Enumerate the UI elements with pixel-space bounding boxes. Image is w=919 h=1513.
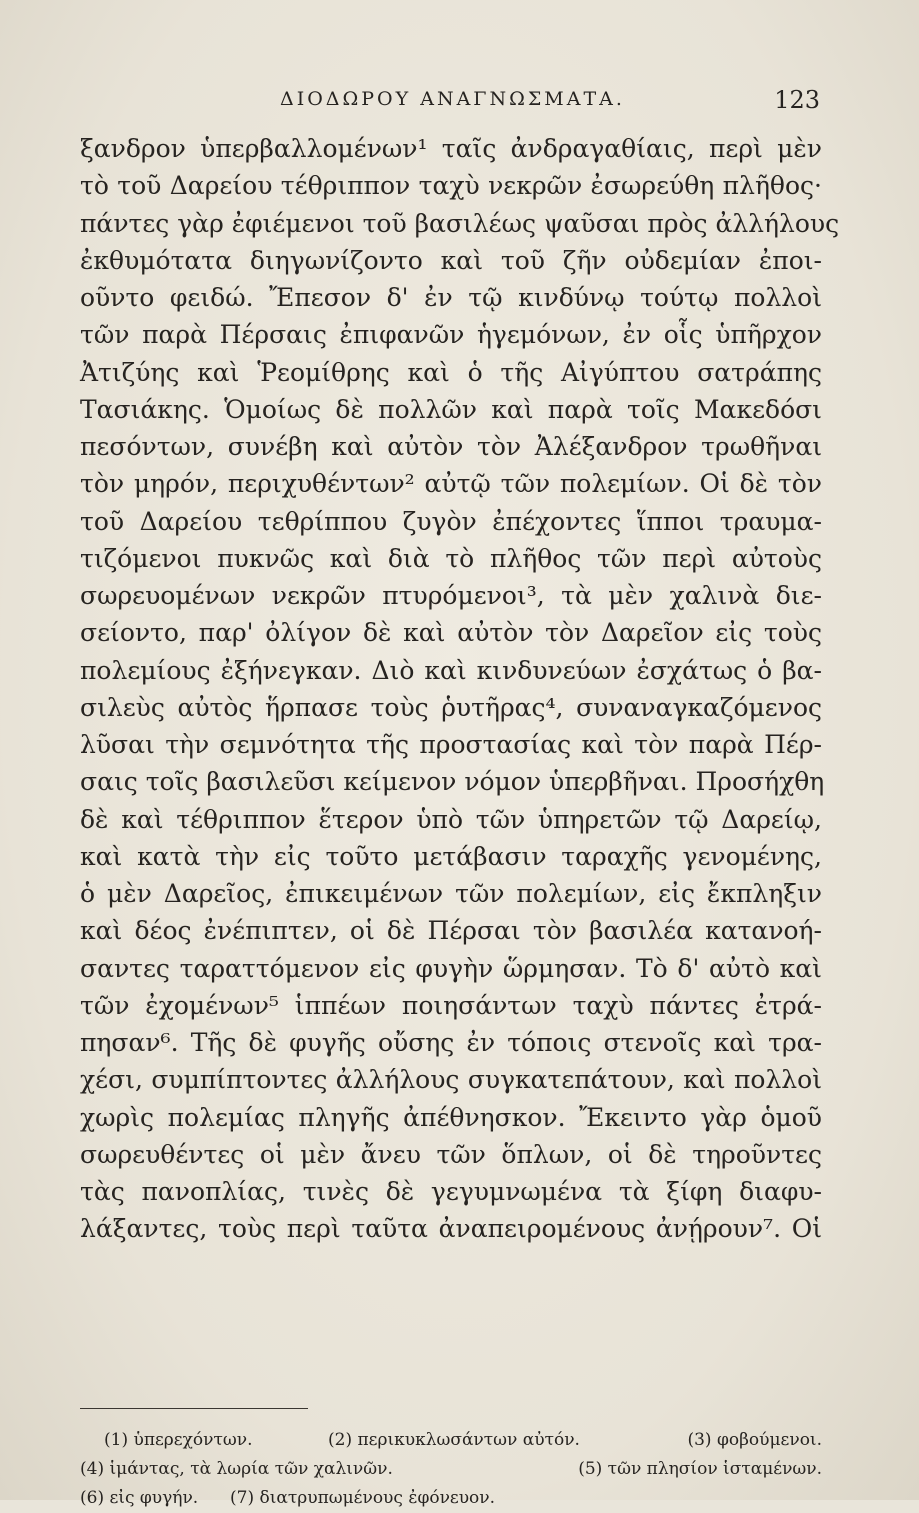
text-line: τιζόμενοι πυκνῶς καὶ διὰ τὸ πλῆθος τῶν περὶ αὐτοὺς [80, 543, 822, 573]
footnote-line [80, 1484, 822, 1513]
text-line: πησαν⁶. Τῆς δὲ φυγῆς οὔσης ἐν τόποις στενοῖς καὶ τρα- [80, 1028, 822, 1057]
running-title: ΔΙΟΔΩΡΟΥ ΑΝΑΓΝΩΣΜΑΤΑ. [280, 88, 625, 110]
text-line: Τασιάκης. Ὁμοίως δὲ πολλῶν καὶ παρὰ τοῖς Μακεδόσι [80, 394, 822, 424]
text-line: τὰς πανοπλίας, τινὲς δὲ γεγυμνωμένα τὰ ξίφη διαφυ- [80, 1177, 822, 1206]
footnote-rule [80, 1408, 308, 1409]
text-line: σωρευομένων νεκρῶν πτυρόμενοι³, τὰ μὲν χαλινὰ διε- [80, 581, 822, 610]
text-line: πάντες γὰρ ἐφιέμενοι τοῦ βασιλέως ψαῦσαι πρὸς ἀλλήλους [80, 208, 840, 238]
text-line: τὸν μηρόν, περιχυθέντων² αὐτῷ τῶν πολεμίων. Οἱ δὲ τὸν [80, 469, 822, 499]
text-line: σείοντο, παρ' ὀλίγον δὲ καὶ αὐτὸν τὸν Δαρεῖον εἰς τοὺς [80, 618, 822, 648]
text-line: σαντες ταραττόμενον εἰς φυγὴν ὥρμησαν. Τὸ δ' αὐτὸ καὶ [80, 953, 822, 983]
text-line: σιλεὺς αὐτὸς ἥρπασε τοὺς ῥυτῆρας⁴, συναναγκαζόμενος [80, 692, 822, 722]
text-line: πεσόντων, συνέβη καὶ αὐτὸν τὸν Ἀλέξανδρον τρωθῆναι [80, 432, 822, 461]
footnote-line [80, 1455, 822, 1484]
text-line: τῶν παρὰ Πέρσαις ἐπιφανῶν ἡγεμόνων, ἐν οἷς ὑπῆρχον [80, 320, 822, 350]
footnote-1: (1) ὑπερεχόντων. [104, 1430, 253, 1450]
text-line: λῦσαι τὴν σεμνότητα τῆς προστασίας καὶ τὸν παρὰ Πέρ- [80, 730, 822, 759]
footnote-6: (6) εἰς φυγήν. [80, 1488, 199, 1508]
text-line: σωρευθέντες οἱ μὲν ἄνευ τῶν ὅπλων, οἱ δὲ τηροῦντες [80, 1139, 822, 1169]
footnote-5: (5) τῶν πλησίον ἱσταμένων. [578, 1459, 822, 1479]
text-line: οῦντο φειδώ. Ἔπεσον δ' ἐν τῷ κινδύνῳ τούτῳ πολλοὶ [80, 283, 822, 312]
text-line: καὶ κατὰ τὴν εἰς τοῦτο μετάβασιν ταραχῆς γενομένης, [80, 841, 822, 871]
text-line: χωρὶς πολεμίας πληγῆς ἀπέθνησκον. Ἔκειντο γὰρ ὁμοῦ [80, 1102, 822, 1132]
text-line: καὶ δέος ἐνέπιπτεν, οἱ δὲ Πέρσαι τὸν βασιλέα κατανοή- [80, 916, 822, 946]
text-line: Ἀτιζύης καὶ Ῥεομίθρης καὶ ὁ τῆς Αἰγύπτου σατράπης [80, 357, 822, 387]
page-number: 123 [774, 86, 820, 114]
footnote-4: (4) ἱμάντας, τὰ λωρία τῶν χαλινῶν. [80, 1459, 393, 1479]
footnote-2: (2) περικυκλωσάντων αὐτόν. [328, 1430, 580, 1450]
footnote-7: (7) διατρυπωμένους ἐφόνευον. [230, 1488, 496, 1508]
text-line: τὸ τοῦ Δαρείου τέθριππον ταχὺ νεκρῶν ἐσωρεύθη πλῆθος· [80, 171, 822, 201]
text-line: δὲ καὶ τέθριππον ἕτερον ὑπὸ τῶν ὑπηρετῶν τῷ Δαρείῳ, [80, 804, 822, 834]
footnote-3: (3) φοβούμενοι. [687, 1430, 822, 1450]
text-line: ὁ μὲν Δαρεῖος, ἐπικειμένων τῶν πολεμίων, εἰς ἔκπληξιν [80, 879, 822, 908]
footnote-line [80, 1426, 822, 1455]
running-header [80, 88, 820, 118]
main-text [80, 130, 840, 1248]
text-line: σαις τοῖς βασιλεῦσι κείμενον νόμον ὑπερβῆναι. Προσήχθη [80, 767, 825, 797]
text-line: πολεμίους ἐξήνεγκαν. Διὸ καὶ κινδυνεύων ἐσχάτως ὁ βα- [80, 655, 822, 685]
text-line: χέσι, συμπίπτοντες ἀλλήλους συγκατεπάτουν, καὶ πολλοὶ [80, 1065, 822, 1095]
text-line: ξανδρον ὑπερβαλλομένων¹ ταῖς ἀνδραγαθίαις, περὶ μὲν [80, 134, 822, 163]
text-line: τῶν ἐχομένων⁵ ἱππέων ποιησάντων ταχὺ πάντες ἐτρά- [80, 990, 822, 1020]
text-line: τοῦ Δαρείου τεθρίππου ζυγὸν ἐπέχοντες ἵπποι τραυμα- [80, 506, 822, 536]
text-line: ἐκθυμότατα διηγωνίζοντο καὶ τοῦ ζῆν οὐδεμίαν ἐποι- [80, 245, 822, 275]
text-line: λάξαντες, τοὺς περὶ ταῦτα ἀναπειρομένους ἀνῄρουν⁷. Οἱ [80, 1214, 822, 1244]
